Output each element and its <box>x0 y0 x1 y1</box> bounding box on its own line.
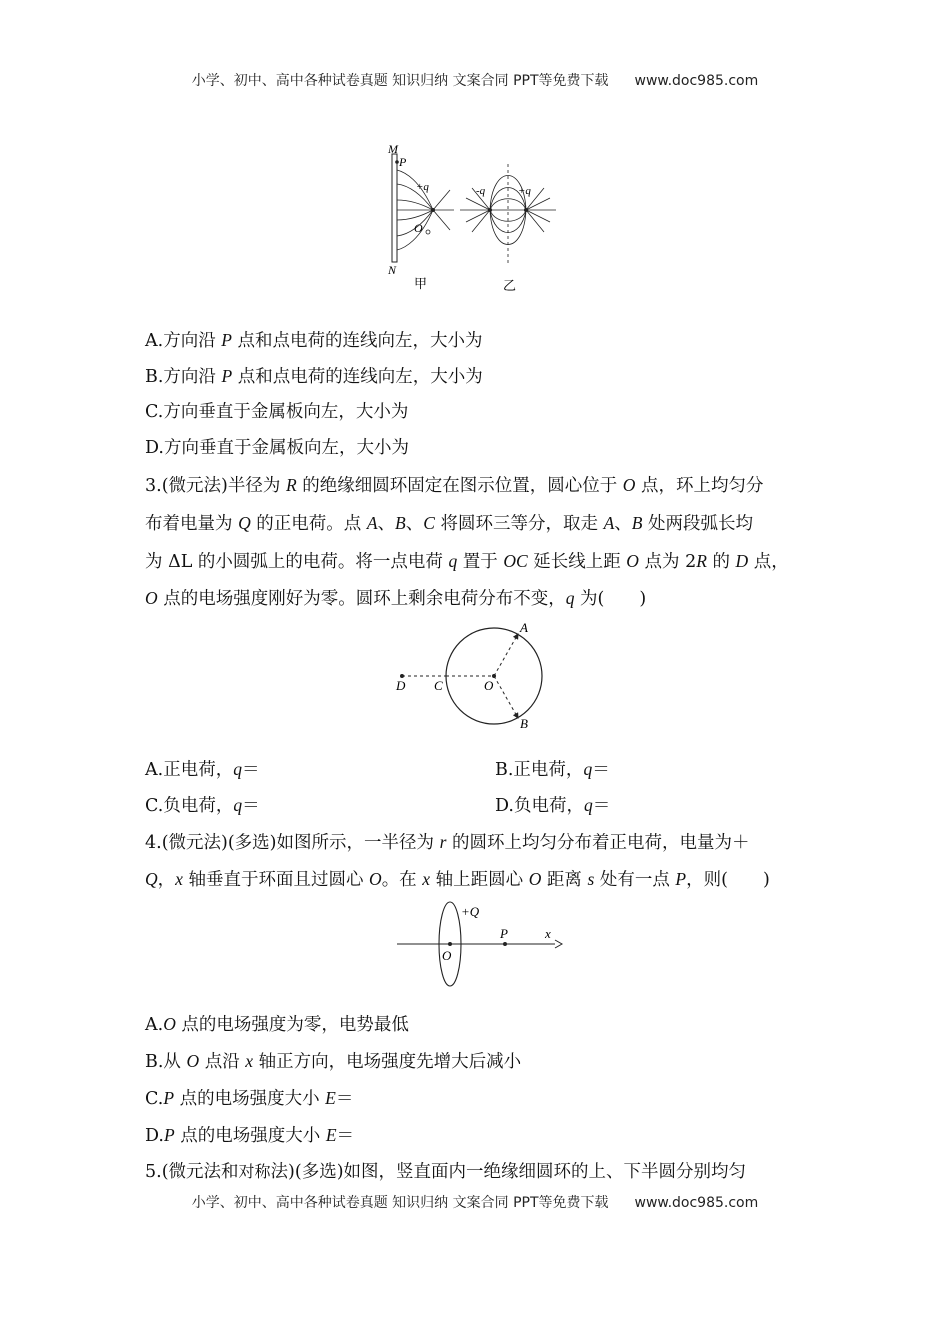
point-o <box>426 230 430 234</box>
q2-option-b: B.方向沿 P 点和点电荷的连线向左，大小为 <box>145 366 483 387</box>
header-text: 小学、初中、高中各种试卷真题 知识归纳 文案合同 PPT等免费下载 <box>191 73 609 89</box>
metal-plate <box>392 154 397 262</box>
label-o: O <box>414 221 423 235</box>
q3-option-d: D.负电荷，q＝ <box>495 795 611 816</box>
q5-line-1: 5.(微元法和对称法)(多选)如图，竖直面内一绝缘细圆环的上、下半圆分别均匀 <box>145 1162 747 1182</box>
caption-yi: 乙 <box>503 278 517 293</box>
footer-url[interactable]: www.doc985.com <box>634 1195 759 1211</box>
label-o-axis: O <box>442 948 452 963</box>
line-oa <box>494 634 518 676</box>
charge-plus-q-left <box>431 208 435 212</box>
page-header <box>0 70 950 90</box>
q3-option-b: B.正电荷，q＝ <box>495 759 610 780</box>
label-a: A <box>520 620 528 635</box>
q4-option-d: D.P 点的电场强度大小 E＝ <box>145 1125 355 1146</box>
label-d: D <box>396 678 406 693</box>
label-m: M <box>388 142 398 156</box>
label-p-axis: P <box>500 926 508 941</box>
q3-line-1: 3.(微元法)半径为 R 的绝缘细圆环固定在图示位置，圆心位于 O 点，环上均匀分 <box>145 475 764 496</box>
line-ob <box>494 676 518 718</box>
label-plus-q-right: +q <box>518 185 531 197</box>
x-axis-arrow <box>555 940 562 948</box>
q4-line-2: Q，x 轴垂直于环面且过圆心 O。在 x 轴上距圆心 O 距离 s 处有一点 P，则( ) <box>145 869 770 890</box>
header-url[interactable]: www.doc985.com <box>634 73 759 89</box>
figure-ring <box>390 618 560 733</box>
q3-line-2: 布着电量为 Q 的正电荷。点 A、B、C 将圆环三等分，取走 A、B 处两段弧长均 <box>145 513 754 534</box>
label-b: B <box>520 716 528 731</box>
page-footer <box>0 1192 950 1212</box>
q2-option-c: C.方向垂直于金属板向左，大小为 <box>145 402 409 422</box>
label-plus-q-ring: +Q <box>461 904 480 919</box>
q4-option-a: A.O 点的电场强度为零，电势最低 <box>145 1014 409 1035</box>
q4-line-1: 4.(微元法)(多选)如图所示，一半径为 r 的圆环上均匀分布着正电荷，电量为＋ <box>145 832 750 853</box>
footer-text: 小学、初中、高中各种试卷真题 知识归纳 文案合同 PPT等免费下载 <box>191 1195 609 1211</box>
label-o-ring: O <box>484 678 494 693</box>
label-p: P <box>399 155 407 169</box>
label-c: C <box>434 678 443 693</box>
point-o3 <box>448 942 452 946</box>
q2-option-d: D.方向垂直于金属板向左，大小为 <box>145 438 409 458</box>
figure-field-lines <box>380 140 560 295</box>
q3-option-a: A.正电荷，q＝ <box>145 759 260 780</box>
q3-line-4: O 点的电场强度刚好为零。圆环上剩余电荷分布不变，q 为( ) <box>145 588 647 609</box>
q3-option-c: C.负电荷，q＝ <box>145 795 260 816</box>
label-minus-q: -q <box>476 185 486 197</box>
caption-jia: 甲 <box>414 276 428 291</box>
label-n: N <box>388 263 397 277</box>
charge-minus-q <box>488 208 492 212</box>
q2-option-a: A.方向沿 P 点和点电荷的连线向左，大小为 <box>145 330 483 351</box>
figure-ring-axis <box>395 898 565 988</box>
q4-option-c: C.P 点的电场强度大小 E＝ <box>145 1088 354 1109</box>
q4-option-b: B.从 O 点沿 x 轴正方向，电场强度先增大后减小 <box>145 1051 522 1072</box>
label-plus-q-left: +q <box>416 181 429 193</box>
field-lines-right <box>460 164 556 264</box>
q3-line-3: 为 ΔL 的小圆弧上的电荷。将一点电荷 q 置于 OC 延长线上距 O 点为 2R 的 D 点， <box>145 551 789 572</box>
charge-plus-q-right <box>524 208 528 212</box>
label-x: x <box>545 926 551 941</box>
point-p2 <box>503 942 507 946</box>
